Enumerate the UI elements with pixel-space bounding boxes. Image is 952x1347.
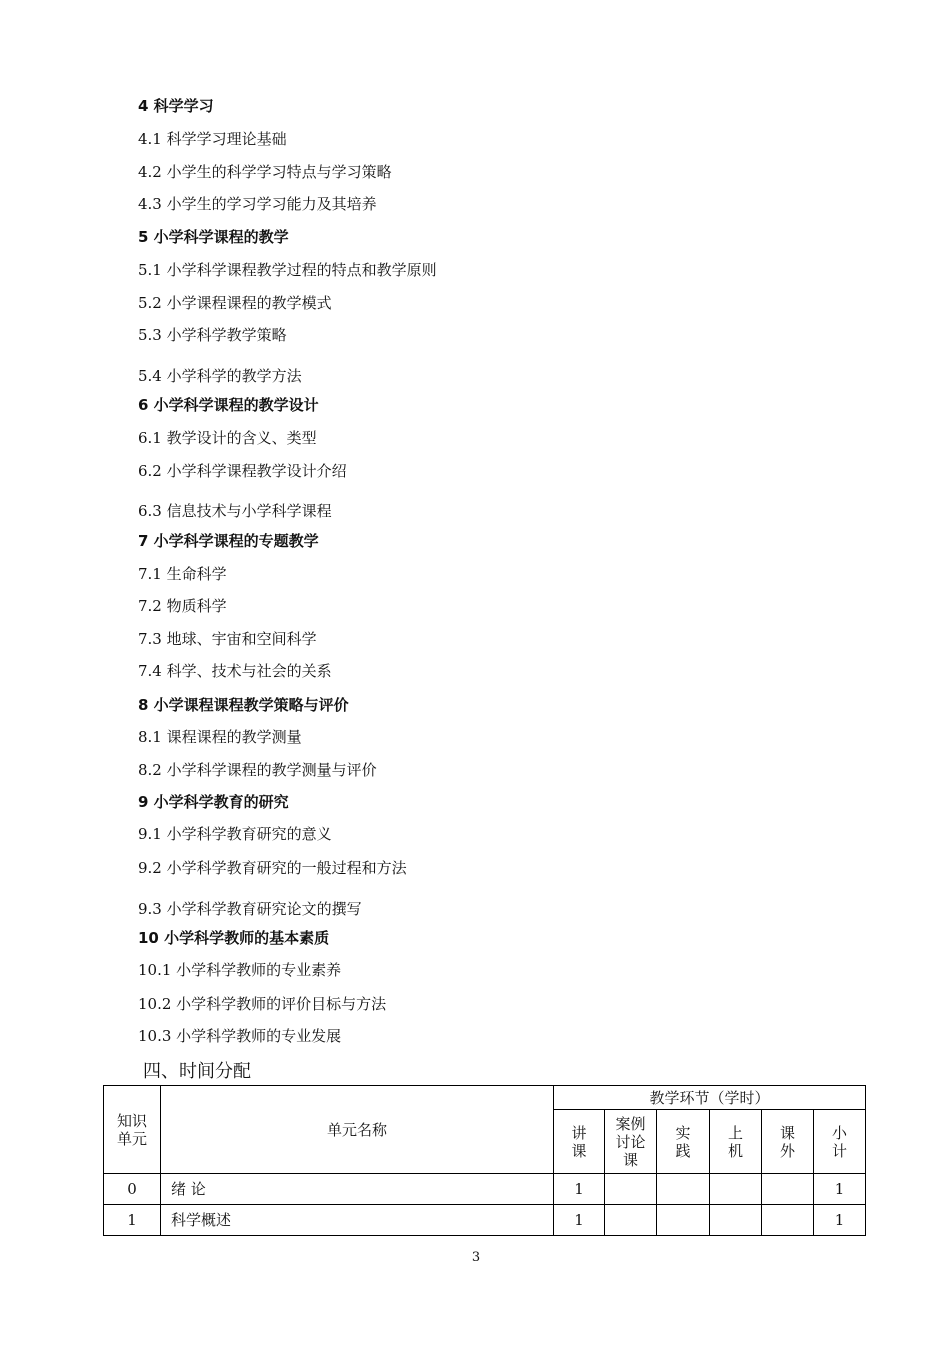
header-unit: 知识单元 (104, 1086, 161, 1174)
outline-item: 5.2 小学课程课程的教学模式 (138, 294, 332, 312)
outline-heading: 6 小学科学课程的教学设计 (138, 396, 319, 414)
cell-unit: 0 (104, 1174, 161, 1205)
outline-item: 5.4 小学科学的教学方法 (138, 367, 302, 385)
header-name: 单元名称 (161, 1086, 554, 1174)
outline-item: 5.3 小学科学教学策略 (138, 326, 287, 344)
outline-item: 7.4 科学、技术与社会的关系 (138, 662, 332, 680)
outline-item: 6.3 信息技术与小学科学课程 (138, 502, 332, 520)
cell-extra (762, 1174, 814, 1205)
subheader-lecture: 讲课 (554, 1110, 605, 1174)
cell-extra (762, 1205, 814, 1236)
outline-item: 5.1 小学科学课程教学过程的特点和教学原则 (138, 261, 437, 279)
outline-item: 10.3 小学科学教师的专业发展 (138, 1027, 342, 1045)
outline-heading: 5 小学科学课程的教学 (138, 228, 289, 246)
outline-item: 8.1 课程课程的教学测量 (138, 728, 302, 746)
subheader-practice: 实践 (657, 1110, 710, 1174)
outline-item: 4.2 小学生的科学学习特点与学习策略 (138, 163, 392, 181)
cell-name: 科学概述 (161, 1205, 554, 1236)
header-teaching-sessions: 教学环节（学时） (554, 1086, 866, 1110)
outline-item: 9.3 小学科学教育研究论文的撰写 (138, 900, 362, 918)
subheader-computer: 上机 (710, 1110, 762, 1174)
outline-item: 6.1 教学设计的含义、类型 (138, 429, 317, 447)
outline-item: 6.2 小学科学课程教学设计介绍 (138, 462, 347, 480)
cell-subtotal: 1 (814, 1205, 866, 1236)
section-title: 四、时间分配 (143, 1061, 251, 1082)
outline-item: 7.2 物质科学 (138, 597, 227, 615)
cell-case (605, 1205, 657, 1236)
table-row (104, 1174, 866, 1205)
outline-heading: 10 小学科学教师的基本素质 (138, 929, 330, 947)
outline-item: 10.2 小学科学教师的评价目标与方法 (138, 995, 387, 1013)
cell-unit: 1 (104, 1205, 161, 1236)
outline-heading: 9 小学科学教育的研究 (138, 793, 289, 811)
cell-case (605, 1174, 657, 1205)
cell-lecture: 1 (554, 1205, 605, 1236)
cell-computer (710, 1174, 762, 1205)
outline-item: 4.1 科学学习理论基础 (138, 130, 287, 148)
outline-item: 7.3 地球、宇宙和空间科学 (138, 630, 317, 648)
outline-item: 9.2 小学科学教育研究的一般过程和方法 (138, 859, 407, 877)
page-number: 3 (471, 1250, 481, 1265)
outline-heading: 7 小学科学课程的专题教学 (138, 532, 319, 550)
cell-subtotal: 1 (814, 1174, 866, 1205)
outline-heading: 4 科学学习 (138, 97, 214, 115)
subheader-case-discussion: 案例讨论课 (605, 1110, 657, 1174)
outline-heading: 8 小学课程课程教学策略与评价 (138, 696, 349, 714)
cell-practice (657, 1174, 710, 1205)
outline-item: 10.1 小学科学教师的专业素养 (138, 961, 342, 979)
subheader-extracurricular: 课外 (762, 1110, 814, 1174)
outline-item: 7.1 生命科学 (138, 565, 227, 583)
table-row (104, 1205, 866, 1236)
time-allocation-table (103, 1085, 866, 1236)
subheader-subtotal: 小计 (814, 1110, 866, 1174)
outline-item: 4.3 小学生的学习学习能力及其培养 (138, 195, 377, 213)
cell-computer (710, 1205, 762, 1236)
cell-lecture: 1 (554, 1174, 605, 1205)
cell-name: 绪 论 (161, 1174, 554, 1205)
outline-item: 8.2 小学科学课程的教学测量与评价 (138, 761, 377, 779)
outline-item: 9.1 小学科学教育研究的意义 (138, 825, 332, 843)
cell-practice (657, 1205, 710, 1236)
